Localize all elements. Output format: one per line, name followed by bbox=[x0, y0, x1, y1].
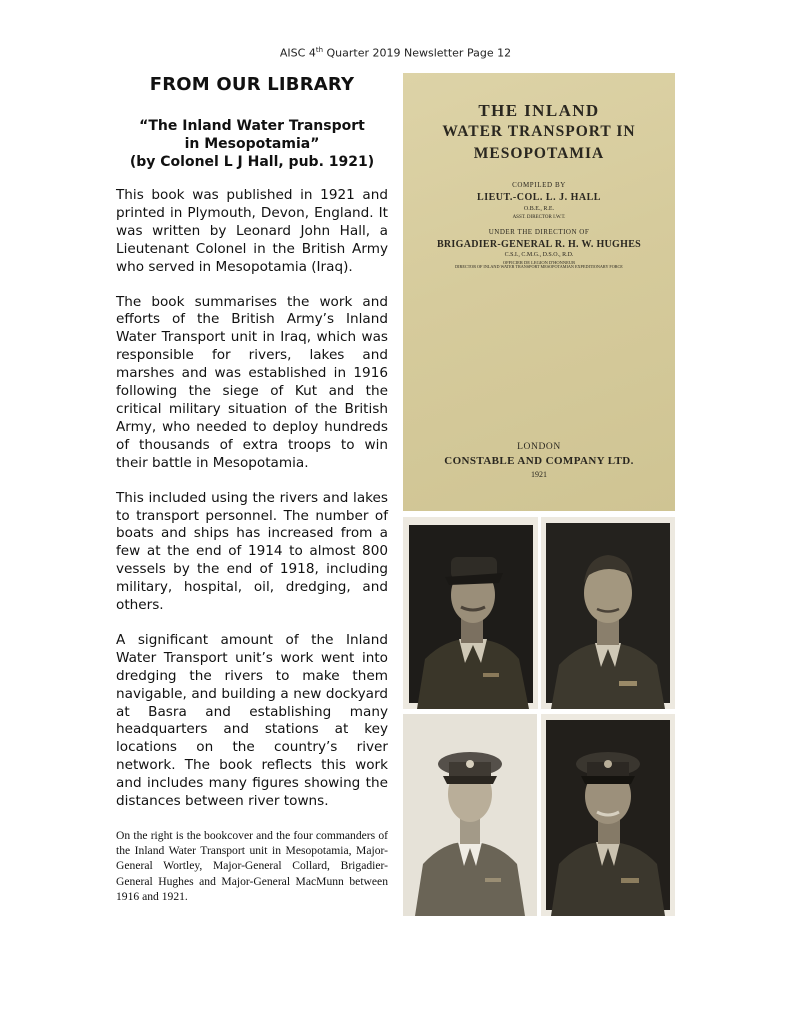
article-paragraph: The book summarises the work and efforts of the British Army’s Inland Water Transport unit in Iraq, which was responsible for rivers, lakes and marshes and was established in 1916 following the siege of Kut and the critical military situation of the British Army, who needed to deploy hundreds of thousands of extra troops to win their battle in Mesopotamia. bbox=[116, 293, 388, 471]
subtitle-line: “The Inland Water Transport bbox=[139, 118, 365, 134]
cover-publisher: CONSTABLE AND COMPANY LTD. bbox=[444, 455, 634, 467]
article-paragraph: This included using the rivers and lakes to transport personnel. The number of boats and ships has increased from a few at the end of 1914 to almost 800 vessels by the end of 1918, including military, hospital, oil, dredging, and others. bbox=[116, 489, 388, 614]
cover-direction: UNDER THE DIRECTION OF bbox=[488, 228, 590, 236]
header-suffix: Quarter 2019 Newsletter Page 12 bbox=[323, 46, 512, 60]
cover-director-honours: C.S.I., C.M.G., D.S.O., R.D. bbox=[504, 252, 574, 258]
cover-compiled-by: COMPILED BY bbox=[512, 181, 566, 189]
header-superscript: th bbox=[315, 46, 324, 54]
cover-director-post: DIRECTOR OF INLAND WATER TRANSPORT MESOPOTAMIAN EXPEDITIONARY FORCE bbox=[455, 264, 623, 269]
cover-title-line: WATER TRANSPORT IN bbox=[442, 123, 636, 140]
article-column bbox=[116, 74, 388, 904]
subtitle-line: in Mesopotamia” bbox=[184, 136, 320, 152]
cover-title-line: MESOPOTAMIA bbox=[473, 145, 605, 162]
portrait-hughes bbox=[403, 714, 537, 916]
portrait-collard bbox=[541, 517, 675, 709]
header-prefix: AISC 4 bbox=[279, 46, 316, 60]
article-paragraph: A significant amount of the Inland Water Transport unit’s work went into dredging the rivers to make them navigable, and building a new dockyard at Basra and establishing many headquarters and stations at key locations on the country’s river network. The book reflects this work and includes many figures showing the distances between river towns. bbox=[116, 631, 388, 810]
cover-author: LIEUT.-COL. L. J. HALL bbox=[477, 192, 601, 203]
cover-author-post: ASST. DIRECTOR I.W.T. bbox=[512, 215, 566, 220]
book-subtitle bbox=[116, 117, 388, 171]
cover-title-line: THE INLAND bbox=[478, 101, 600, 120]
image-caption: On the right is the bookcover and the four commanders of the Inland Water Transport unit in Mesopotamia, Major-General Wortley, Major-General Collard, Brigadier-General Hughes and Major-General MacMunn between 1916 and 1921. bbox=[116, 829, 388, 903]
page-header bbox=[0, 46, 791, 60]
article-paragraph: This book was published in 1921 and printed in Plymouth, Devon, England. It was written by Leonard John Hall, a Lieutenant Colonel in the British Army who served in Mesopotamia (Iraq). bbox=[116, 187, 388, 275]
section-title: FROM OUR LIBRARY bbox=[149, 74, 355, 95]
cover-director: BRIGADIER-GENERAL R. H. W. HUGHES bbox=[436, 239, 642, 250]
portrait-macmunn bbox=[541, 714, 675, 916]
subtitle-line: (by Colonel L J Hall, pub. 1921) bbox=[129, 154, 375, 170]
portrait-wortley bbox=[403, 517, 538, 709]
cover-author-honours: O.B.E., R.E. bbox=[523, 206, 555, 212]
cover-year: 1921 bbox=[531, 470, 547, 479]
book-cover bbox=[403, 73, 675, 511]
cover-director-post: OFFICIER DE LEGION D'HONNEUR bbox=[502, 260, 576, 265]
cover-city: LONDON bbox=[517, 442, 561, 452]
